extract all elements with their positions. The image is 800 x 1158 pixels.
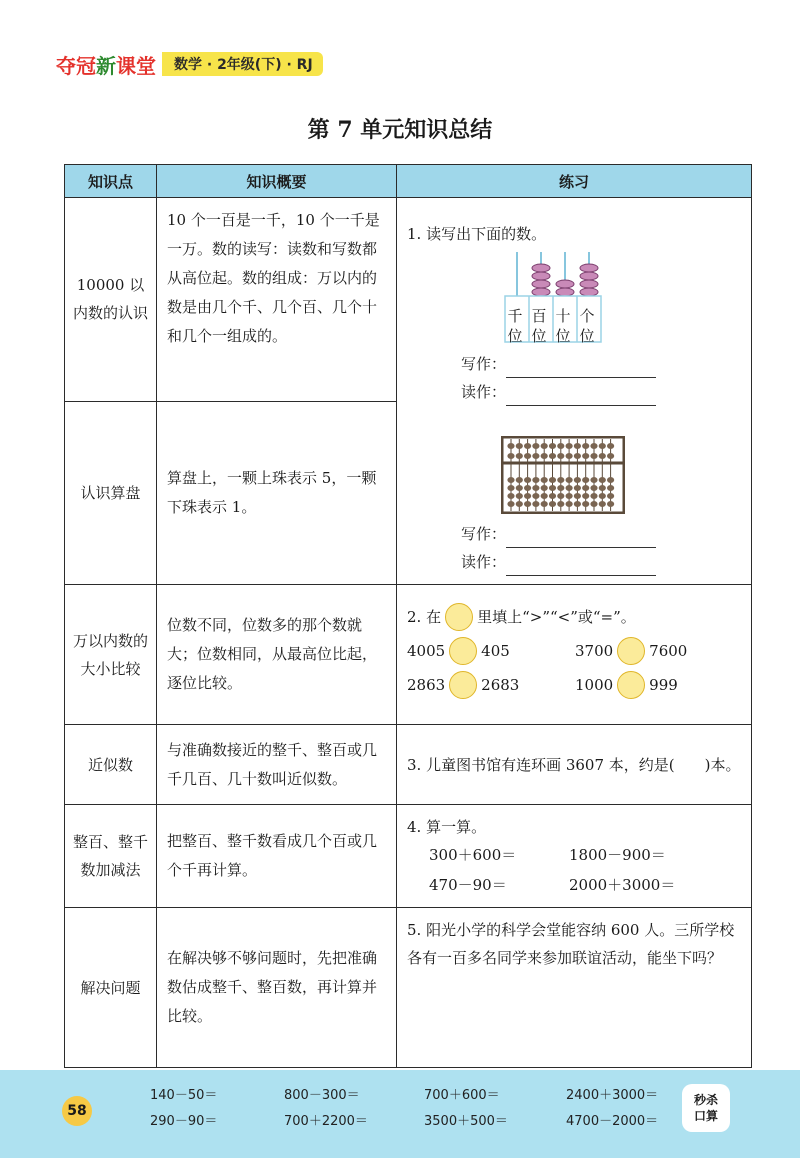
summary-table (64, 164, 752, 1068)
suanpan-bead (507, 453, 514, 459)
suanpan-bead (607, 453, 614, 459)
overview-text: 算盘上，一颗上珠表示 5，一颗下珠表示 1。 (157, 401, 397, 584)
suanpan-bead (532, 453, 539, 459)
knowledge-point: 万以内数的大小比较 (65, 585, 157, 725)
overview-text: 与准确数接近的整千、整百或几千几百、几十数叫近似数。 (157, 725, 397, 805)
exercise-4 (396, 805, 751, 908)
suanpan-bead (549, 485, 556, 491)
brand-logo (56, 50, 162, 79)
suanpan-bead (516, 477, 523, 483)
suanpan-bead (507, 501, 514, 507)
read-line (407, 378, 743, 406)
suanpan-bead (524, 477, 531, 483)
suanpan-bead (582, 453, 589, 459)
answer-circle[interactable] (617, 671, 645, 699)
footer-calc: 800－300＝ (284, 1088, 360, 1103)
suanpan-bead (524, 501, 531, 507)
suanpan-bead (557, 477, 564, 483)
grade-badge: 数学 · 2年级(下) · RJ (162, 52, 323, 76)
suanpan-bead (524, 485, 531, 491)
place-label: 十位 (555, 307, 571, 345)
suanpan-bead (582, 485, 589, 491)
compare-right: 2683 (481, 676, 520, 694)
suanpan-bead (565, 453, 572, 459)
suanpan-bead (582, 443, 589, 449)
read-label: 读作： (460, 553, 506, 571)
exercise-2-title (407, 603, 743, 631)
suanpan-bead (574, 453, 581, 459)
exercise-2 (396, 585, 751, 725)
table-row (65, 198, 752, 402)
suanpan-bead (524, 453, 531, 459)
abacus-bead (580, 288, 598, 296)
compare-right: 7600 (649, 642, 688, 660)
suanpan-abacus-icon (501, 436, 625, 514)
suanpan-bead (557, 501, 564, 507)
write-line (407, 520, 743, 548)
write-line (407, 350, 743, 378)
suanpan-bead (549, 493, 556, 499)
suanpan-bead (607, 443, 614, 449)
footer-calc: 2400＋3000＝ (566, 1088, 659, 1103)
overview-text: 10 个一百是一千，10 个一千是一万。数的读写：读数和写数都从高位起。数的组成：万以内的数是由几个千、几个百、几个十和几个一组成的。 (157, 198, 397, 402)
suanpan-bead (599, 501, 606, 507)
exercise-2-suffix: 里填上“>”“<”或“=”。 (477, 608, 636, 626)
suanpan-bead (516, 443, 523, 449)
abacus-bead (580, 272, 598, 280)
suanpan-bead (582, 501, 589, 507)
badge-line: 口算 (693, 1109, 718, 1123)
exercise-1-title: 1. 读写出下面的数。 (406, 225, 547, 243)
answer-circle[interactable] (449, 637, 477, 665)
suanpan-bead (590, 477, 597, 483)
footer-calc: 3500＋500＝ (424, 1114, 508, 1129)
brand-part-3: 课堂 (116, 53, 156, 78)
suanpan-bead (516, 493, 523, 499)
knowledge-point: 解决问题 (65, 908, 157, 1068)
suanpan-bead (541, 501, 548, 507)
suanpan-bead (507, 443, 514, 449)
suanpan-bead (507, 477, 514, 483)
calc-grid (407, 841, 743, 899)
place-label: 个位 (579, 307, 595, 345)
suanpan-bead (582, 477, 589, 483)
header-overview: 知识概要 (157, 165, 397, 198)
abacus-bead (580, 264, 598, 272)
calc-item: 1800－900＝ (568, 846, 666, 864)
exercise-3: 3. 儿童图书馆有连环画 3607 本，约是( )本。 (396, 725, 751, 805)
overview-text: 在解决够不够问题时，先把准确数估成整千、整百数，再计算并比较。 (157, 908, 397, 1068)
suanpan-bead (532, 477, 539, 483)
compare-left: 2863 (406, 676, 446, 694)
header-exercise: 练习 (396, 165, 751, 198)
answer-circle[interactable] (617, 637, 645, 665)
read-blank[interactable] (506, 559, 656, 576)
suanpan-bead (590, 493, 597, 499)
table-row (65, 908, 752, 1068)
compare-right: 405 (481, 642, 510, 660)
calc-item: 2000＋3000＝ (568, 876, 676, 894)
write-label: 写作： (460, 355, 506, 373)
suanpan-bead (532, 485, 539, 491)
suanpan-bead (507, 485, 514, 491)
brand-part-1: 夺冠 (56, 53, 96, 78)
compare-item (407, 671, 575, 699)
suanpan-bead (599, 477, 606, 483)
suanpan-bead (565, 485, 572, 491)
write-blank[interactable] (506, 361, 656, 378)
abacus-bead (580, 280, 598, 288)
answer-circle[interactable] (449, 671, 477, 699)
header-knowledge-point: 知识点 (65, 165, 157, 198)
knowledge-point: 10000 以内数的认识 (65, 198, 157, 402)
overview-text: 位数不同，位数多的那个数就大；位数相同，从最高位比起，逐位比较。 (157, 585, 397, 725)
suanpan-bead (565, 501, 572, 507)
suanpan-bead (549, 453, 556, 459)
suanpan-bead (599, 443, 606, 449)
suanpan-bead (590, 501, 597, 507)
suanpan-bead (507, 493, 514, 499)
footer-calc: 140－50＝ (150, 1088, 218, 1103)
footer-calc: 4700－2000＝ (566, 1114, 659, 1129)
compare-right: 999 (649, 676, 678, 694)
abacus-bead (532, 264, 550, 272)
suanpan-bead (607, 477, 614, 483)
suanpan-bead (541, 477, 548, 483)
abacus-bead (556, 288, 574, 296)
compare-left: 1000 (574, 676, 614, 694)
exercise-4-title: 4. 算一算。 (406, 818, 487, 836)
write-label: 写作： (460, 525, 506, 543)
compare-left: 4005 (406, 642, 446, 660)
suanpan-bead (557, 453, 564, 459)
suanpan-bead (541, 493, 548, 499)
knowledge-point: 认识算盘 (65, 401, 157, 584)
suanpan-bead (574, 477, 581, 483)
suanpan-bead (582, 493, 589, 499)
suanpan-bead (524, 493, 531, 499)
place-labels (503, 306, 599, 346)
suanpan-bead (516, 485, 523, 491)
abacus-bead (532, 288, 550, 296)
footer-calc: 700＋600＝ (424, 1088, 500, 1103)
knowledge-point: 整百、整千数加减法 (65, 805, 157, 908)
read-blank[interactable] (506, 389, 656, 406)
exercise-1 (396, 198, 751, 585)
suanpan-bead (541, 453, 548, 459)
suanpan-bead (590, 485, 597, 491)
quick-calc-badge (682, 1084, 730, 1132)
place-label: 千位 (507, 307, 523, 345)
footer-calc: 700＋2200＝ (284, 1114, 368, 1129)
footer-calc: 290－90＝ (150, 1114, 218, 1129)
page-number: 58 (62, 1096, 92, 1126)
table-row (65, 805, 752, 908)
suanpan-bead (532, 501, 539, 507)
place-label: 百位 (531, 307, 547, 345)
compare-row (407, 637, 743, 665)
compare-item (575, 637, 743, 665)
overview-text: 把整百、整千数看成几个百或几个千再计算。 (157, 805, 397, 908)
calc-item: 300＋600＝ (428, 846, 517, 864)
suanpan-bead (607, 501, 614, 507)
suanpan-bead (549, 477, 556, 483)
suanpan-bead (599, 485, 606, 491)
suanpan-bead (549, 501, 556, 507)
suanpan-bead (565, 477, 572, 483)
compare-row (407, 671, 743, 699)
badge-line: 秒杀 (693, 1093, 718, 1107)
suanpan-bead (590, 453, 597, 459)
abacus-bead (556, 280, 574, 288)
suanpan-bead (599, 493, 606, 499)
suanpan-bead (557, 443, 564, 449)
brand-part-2: 新 (96, 53, 116, 78)
suanpan-bead (590, 443, 597, 449)
exercise-5: 5. 阳光小学的科学会堂能容纳 600 人。三所学校各有一百多名同学来参加联谊活动，能坐下吗？ (396, 908, 751, 1068)
compare-item (407, 637, 575, 665)
suanpan-bead (516, 501, 523, 507)
suanpan-bead (599, 453, 606, 459)
read-label: 读作： (460, 383, 506, 401)
write-blank[interactable] (506, 531, 656, 548)
knowledge-point: 近似数 (65, 725, 157, 805)
suanpan-bead (541, 443, 548, 449)
circle-icon (445, 603, 473, 631)
suanpan-bead (557, 485, 564, 491)
suanpan-bead (607, 485, 614, 491)
suanpan-bead (607, 493, 614, 499)
suanpan-bead (565, 443, 572, 449)
suanpan-bead (574, 493, 581, 499)
suanpan-bead (516, 453, 523, 459)
compare-item (575, 671, 743, 699)
suanpan-bead (557, 493, 564, 499)
footer-bar (0, 1070, 800, 1158)
suanpan-bead (532, 493, 539, 499)
abacus-bead (532, 272, 550, 280)
header-bar (56, 50, 323, 78)
table-header-row (65, 165, 752, 198)
suanpan-bead (524, 443, 531, 449)
table-row (65, 585, 752, 725)
suanpan-bead (532, 443, 539, 449)
table-row (65, 725, 752, 805)
suanpan-bead (549, 443, 556, 449)
suanpan-bead (574, 443, 581, 449)
page-title: 第 7 单元知识总结 (307, 117, 493, 143)
abacus-bead (532, 280, 550, 288)
suanpan-bead (565, 493, 572, 499)
read-line (407, 548, 743, 576)
compare-left: 3700 (574, 642, 614, 660)
calc-item: 470－90＝ (428, 876, 507, 894)
suanpan-bead (541, 485, 548, 491)
suanpan-bead (574, 485, 581, 491)
suanpan-bead (574, 501, 581, 507)
exercise-2-prefix: 2. 在 (406, 608, 442, 626)
